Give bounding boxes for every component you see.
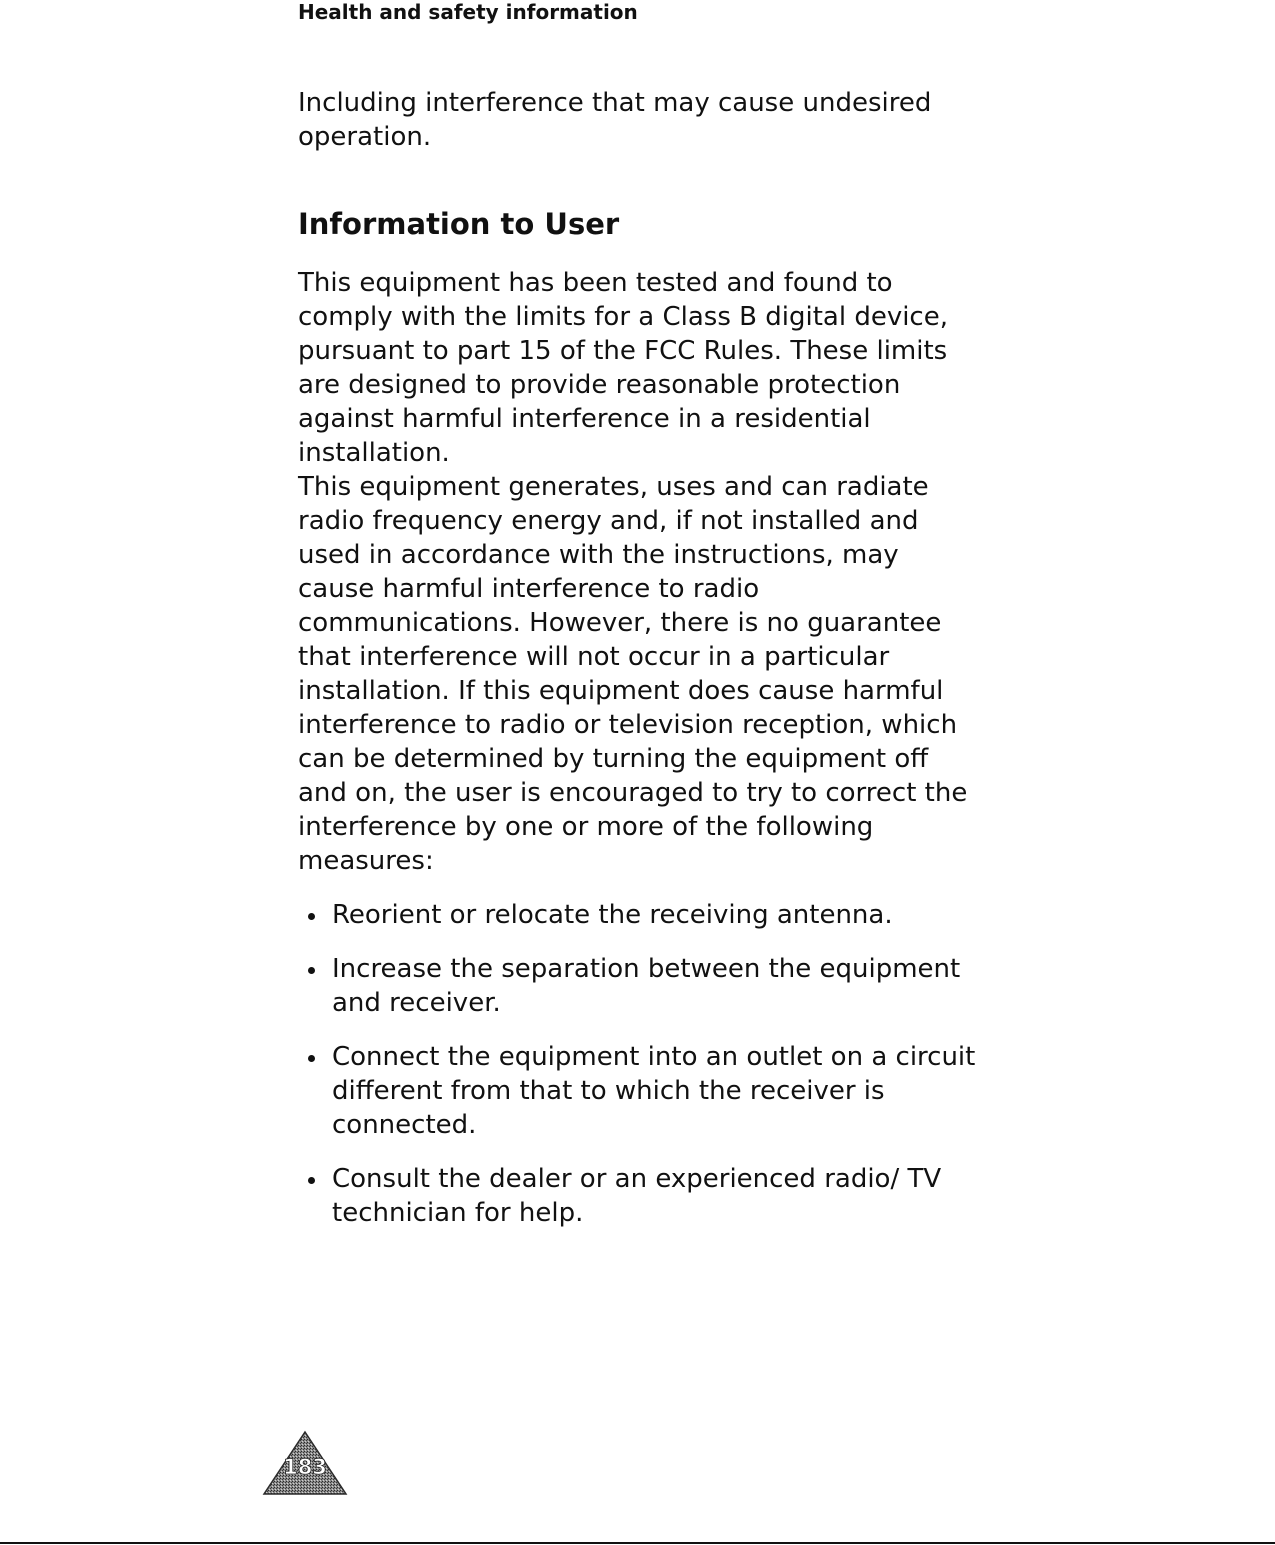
list-item <box>298 1040 978 1142</box>
bullet-icon <box>308 967 315 974</box>
list-item-text: Reorient or relocate the receiving antenna. <box>332 900 893 930</box>
section-header: Health and safety information <box>298 0 638 24</box>
paragraph-interference-notice: This equipment generates, uses and can radiate radio frequency energy and, if not installed and used in accordance with the instructions, may cause harmful interference to radio communications. However, there is no guarantee that interference will not occur in a particular installation. If this equipment does cause harmful interference to radio or television reception, which can be determined by turning the equipment off and on, the user is encouraged to try to correct the interference by one or more of the following measures: <box>298 472 968 876</box>
bullet-icon <box>308 1177 315 1184</box>
list-item-text: Increase the separation between the equipment and receiver. <box>332 954 961 1018</box>
list-item <box>298 1162 978 1230</box>
section-heading: Information to User <box>298 207 620 241</box>
page-number: 183 <box>283 1455 327 1479</box>
page-content <box>298 86 978 1250</box>
list-item-text: Connect the equipment into an outlet on a circuit different from that to which the receiver is connected. <box>332 1042 976 1140</box>
bottom-divider <box>0 1542 1275 1544</box>
measures-list <box>298 898 978 1230</box>
intro-text: Including interference that may cause undesired operation. <box>298 88 932 152</box>
paragraph-class-b-compliance: This equipment has been tested and found to comply with the limits for a Class B digital device, pursuant to part 15 of the FCC Rules. These limits are designed to provide reasonable protection against harmful interference in a residential installation. <box>298 268 948 468</box>
bullet-icon <box>308 1055 315 1062</box>
bullet-icon <box>308 913 315 920</box>
list-item-text: Consult the dealer or an experienced radio/ TV technician for help. <box>332 1164 942 1228</box>
list-item <box>298 898 978 932</box>
page-number-badge <box>262 1430 348 1496</box>
list-item <box>298 952 978 1020</box>
